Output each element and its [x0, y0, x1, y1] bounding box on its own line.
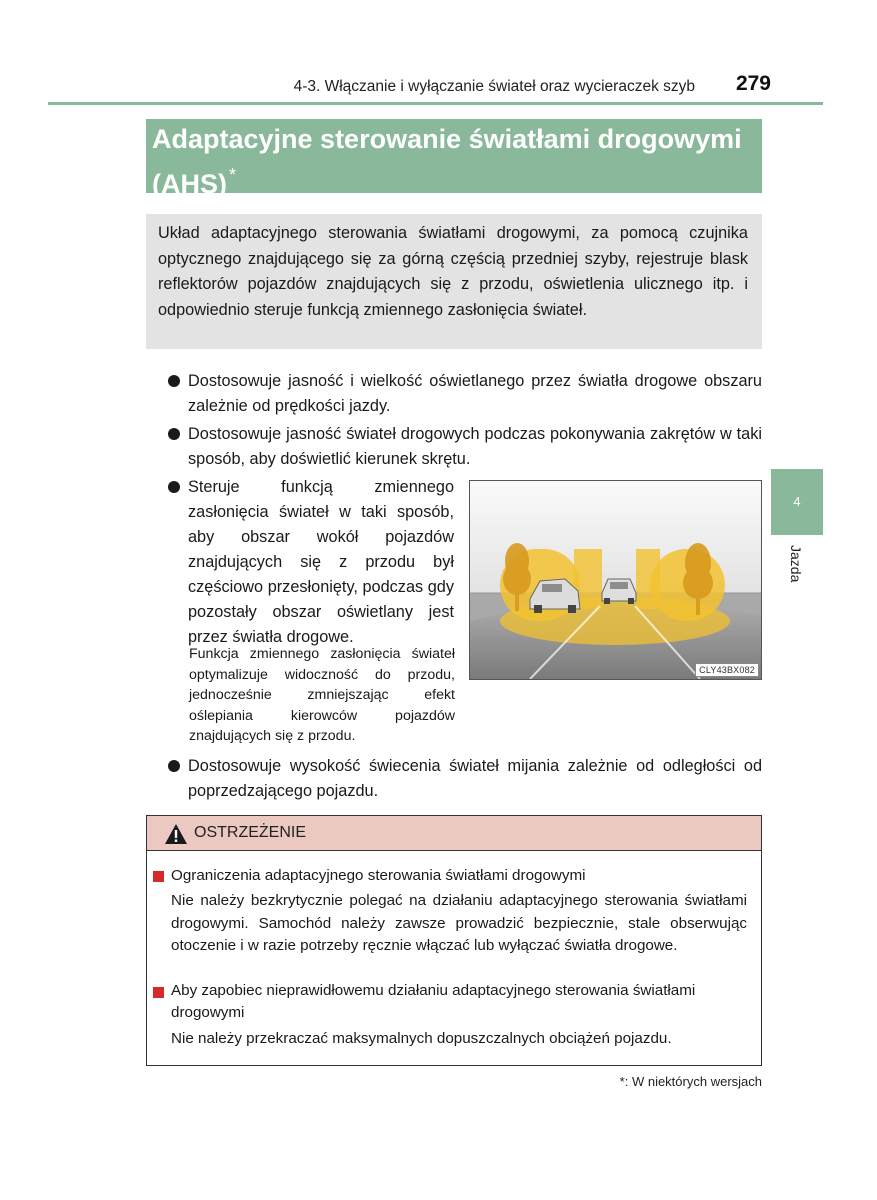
- header-rule: [48, 102, 823, 105]
- chapter-tab: [771, 469, 823, 535]
- bullet-dot-icon: [168, 760, 180, 772]
- page-number: 279: [735, 72, 771, 95]
- page-header: [48, 72, 823, 104]
- warning-item-title: [171, 865, 751, 887]
- warning-triangle-icon: [164, 823, 188, 845]
- title-asterisk: *: [229, 165, 237, 185]
- road-scene-illustration: [470, 481, 761, 679]
- page-title-text: Adaptacyjne sterowanie światłami drogowymi (AHS): [152, 124, 742, 199]
- section-title: 4-3. Włączanie i wyłączanie świateł oraz wycieraczek szyb: [293, 78, 695, 95]
- bullet-text: Dostosowuje jasność świateł drogowych podczas pokonywania zakrętów w taki sposób, aby doświetlić kierunek skrętu.: [188, 425, 762, 468]
- bullet-item: [188, 754, 762, 804]
- bullet-note: [189, 644, 455, 747]
- warning-box: [146, 815, 762, 1066]
- bullet-dot-icon: [168, 428, 180, 440]
- ahs-illustration: [469, 480, 762, 680]
- bullet-text: Steruje funkcją zmiennego zasłonięcia świateł w taki sposób, aby obszar wokół pojazdów znajdujących się z przodu był częściowo przesłonięty, podczas gdy pozostały obszar oświetlany jest przez światła drogowe.: [188, 478, 454, 646]
- red-square-icon: [153, 987, 164, 998]
- warning-header: [147, 816, 761, 851]
- bullet-note-text: Funkcja zmiennego zasłonięcia świateł optymalizuje widoczność do przodu, jednocześnie zmniejszając efekt oślepiania kierowców pojazdów znajdujących się z przodu.: [189, 646, 455, 744]
- bullet-item: [188, 369, 762, 419]
- bullet-dot-icon: [168, 481, 180, 493]
- red-square-icon: [153, 871, 164, 882]
- bullet-item: [188, 422, 762, 472]
- figure-code: CLY43BX082: [695, 663, 759, 677]
- warning-item-body-text: Nie należy przekraczać maksymalnych dopuszczalnych obciążeń pojazdu.: [171, 1030, 672, 1047]
- footnote: *: W niektórych wersjach: [619, 1074, 762, 1089]
- intro-text: Układ adaptacyjnego sterowania światłami drogowymi, za pomocą czujnika optycznego znajdującego się za górną częścią przedniej szyby, rejestruje blask reflektorów pojazdów znajdujących się z przodu, oświetlenia ulicznego itp. i odpowiednio steruje funkcją zmiennego zasłonięcia świateł.: [158, 224, 748, 319]
- warning-item-title-text: Aby zapobiec nieprawidłowemu działaniu adaptacyjnego sterowania światłami drogowymi: [171, 982, 696, 1021]
- intro-box: [146, 214, 762, 349]
- warning-item-body: [171, 890, 747, 958]
- bullet-dot-icon: [168, 375, 180, 387]
- chapter-label: Jazda: [788, 545, 804, 583]
- warning-label: OSTRZEŻENIE: [194, 824, 307, 841]
- bullet-item: [188, 475, 454, 650]
- page-title: [146, 119, 762, 199]
- warning-item-title: [171, 980, 751, 1023]
- bullet-text: Dostosowuje wysokość świecenia świateł mijania zależnie od odległości od poprzedzającego pojazdu.: [188, 757, 762, 800]
- warning-item-title-text: Ograniczenia adaptacyjnego sterowania światłami drogowymi: [171, 867, 586, 884]
- bullet-text: Dostosowuje jasność i wielkość oświetlanego przez światła drogowe obszaru zależnie od prędkości jazdy.: [188, 372, 762, 415]
- warning-item-body-text: Nie należy bezkrytycznie polegać na działaniu adaptacyjnego sterowania światłami drogowymi. Samochód należy zawsze prowadzić bezpiecznie, stale obserwując otoczenie i w razie potrzeby ręcznie włączać lub wyłączać światła drogowe.: [171, 892, 747, 954]
- warning-item-body: [171, 1028, 747, 1051]
- chapter-number: 4: [793, 494, 801, 509]
